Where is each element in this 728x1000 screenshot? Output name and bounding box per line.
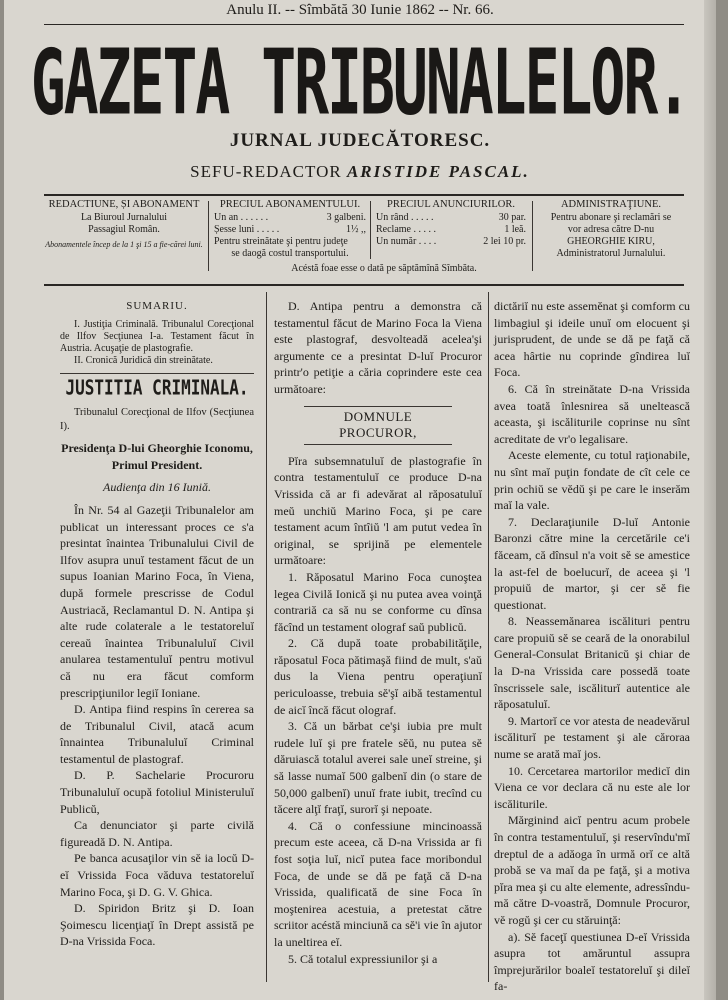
hearing-date: Audienţa din 16 Iuniă.	[103, 480, 211, 495]
ads-row	[376, 212, 526, 224]
court-line: Tribunalul Corecţional de Ilfov (Secţiunea I).	[60, 407, 254, 433]
redaction-line2: Passagiul Român.	[88, 224, 160, 235]
subscription-row	[214, 224, 366, 236]
petition-paragraph: dictăriĭ nu este assemĕnat şi comform cu limbagiul şi ideile unuĭ om elocuent şi jurisprudent, de unde se dă pe faţă că acea hârtie nu coprinde gîndirea luĭ Foca.	[494, 299, 690, 380]
subscription-row	[214, 212, 366, 224]
column-separator-2	[488, 292, 489, 982]
top-rule	[44, 24, 684, 25]
petition-paragraph: 3. Că un bărbat ce'şi iubia pre mult rudele luĭ şi pre fratele sĕŭ, nu putea sĕ dăruiască totalul averei sale uneĭ streine, şi să lasse numaĭ 500 galbenĭ din (o stare de 50,000 galbenĭ) unuĭ frate iubit, trecînd cu tăcere alţĭ fraţĭ, surorĭ şi nepoate.	[274, 719, 482, 817]
petition-heading: DOMNULE PROCUROR,	[304, 406, 452, 445]
article-paragraph: D. Antipa fiind respins în cererea sa de Tribunalul Civil, atacă acum înnaintea Tribunaluluĭ Criminal testamentul de plastograf.	[60, 702, 254, 766]
petition-paragraph: 5. Că totalul expressiunilor şi a	[288, 951, 438, 966]
admin-name: GHEORGHIE KIRU,	[567, 236, 655, 247]
ads-block	[376, 199, 526, 248]
info-separator-1	[208, 201, 209, 271]
subscription-line4: se daogă costul transportului.	[231, 248, 349, 259]
redaction-line1: La Biuroul Jurnalului	[80, 212, 168, 223]
weekly-note: Acéstă foae esse o dată pe săptămînă Sîmbăta.	[291, 263, 477, 274]
subscription-title: PRECIUL ABONAMENTULUI.	[219, 199, 361, 210]
subscription-row-label: Șesse luni . . . . .	[214, 224, 280, 235]
summary-title: SUMARIU.	[126, 300, 188, 312]
masthead-title: GAZETA TRIBUNALELOR.	[30, 30, 690, 136]
petition-paragraph: 8. Neassemănarea iscălituri pentru care propuiŭ sĕ se ceară de la onorabilul General-Consulat Britanicŭ şi chiar de la D-na Vrissida care possedă toate înscrissele sale, iscăliturĭ autentice ale răposatuluĭ.	[494, 614, 690, 712]
column-1	[60, 298, 254, 950]
ads-row	[376, 236, 526, 248]
ads-title: PRECIUL ANUNCIURILOR.	[387, 199, 515, 210]
petition-paragraph: 4. Că o confessiune mincinoassă precum este aceea, că D-na Vrissida ar fi fost soţia luĭ, nicĭ putea face moribondul Foca, de unde se dă pe faţă că D-na Vrissida, qualificată de sine Foca în moştenirea acestuia, a pretestat către scriitor acéstă minciună ca sĕ'i vie în ajutor la uneltirea eĭ.	[274, 818, 482, 949]
subscription-block	[214, 199, 366, 260]
petition-paragraph: 10. Cercetarea martorilor medicĭ din Viena ce vor declara că nu este ale lor iscăliturile.	[494, 763, 690, 811]
intro-paragraph: D. Antipa pentru a demonstra că testamentul făcut de Marino Foca la Viena este plastograf, desvolteadă acelea'şi argumente ce a presintat D-luĭ Procuror printr'o petiţie a căria coprindere este cea următoare:	[274, 299, 482, 396]
admin-title: ADMINISTRAŢIUNE.	[560, 199, 662, 210]
dateline: Anulu II. -- Sîmbătă 30 Iunie 1862 -- Nr. 66.	[226, 2, 494, 18]
subscription-line3: Pentru streinătate şi pentru judeţe	[214, 236, 348, 247]
redaction-title: REDACTIUNE, ȘI ABONAMENT	[48, 199, 200, 210]
admin-line1: Pentru abonare şi reclamări se	[550, 212, 672, 223]
admin-role: Administratorul Jurnalului.	[556, 248, 666, 259]
article-paragraph: D. Spiridon Britz şi D. Ioan Şoimescu licenţiaţĭ în Drept assistă pe D-na Vrissida Foca.	[60, 901, 254, 949]
newspaper-page	[4, 0, 716, 1000]
subscription-row-value: 3 galbeni.	[326, 212, 366, 223]
info-separator-2	[370, 201, 371, 259]
editor-name: ARISTIDE PASCAL.	[346, 162, 530, 181]
subscription-row-value: 1½ ,,	[346, 224, 366, 235]
summary-rule	[60, 373, 254, 374]
article-paragraph: Ca denunciator şi parte civilă figureadă D. N. Antipa.	[60, 818, 254, 849]
editor-label: SEFU-REDACTOR	[190, 162, 342, 181]
ads-row-label: Reclame . . . . .	[376, 224, 436, 235]
article-paragraph: Pe banca acusaţilor vin sĕ ia locŭ D-eĭ Vrissida Foca văduva testatoreluĭ Marino Foca, şi D. G. V. Ghica.	[60, 851, 254, 899]
redaction-block	[44, 199, 204, 249]
petition-paragraph: 9. Martorĭ ce vor atesta de neadevărul iscăliturĭ pe testament şi ale căroraa nume se arată maĭ jos.	[494, 713, 690, 762]
ads-row-value: 30 par.	[498, 212, 526, 223]
petition-paragraph: 6. Că în streinătate D-na Vrissida avea toată înlesnirea să uneltească aceasta, şi iscăliturile coprinse nu sînt acreditate de vr'o legalisare.	[494, 381, 690, 446]
summary-item: I. Justiţia Criminală. Tribunalul Corecţional de Ilfov Secţiunea I-a. Testament făcut în Austria. Acuşaţie de plastografie.	[60, 318, 254, 354]
subtitle: JURNAL JUDECĂTORESC.	[229, 130, 491, 151]
admin-line2: vor adresa către D-nu	[567, 224, 655, 235]
ads-row-value: 1 leă.	[504, 224, 526, 235]
info-box	[44, 197, 684, 277]
petition-paragraph: a). Sĕ faceţĭ questiunea D-eĭ Vrissida asupra tot amăruntul assupra împrejurărilor boaleĭ testatoreluĭ şi dileĭ fa-	[494, 929, 690, 994]
column-separator-1	[266, 292, 267, 982]
summary-item: II. Cronică Juridică din streinătate.	[74, 354, 213, 366]
petition-paragraph: Mărginind aicĭ pentru acum probele în contra testamentuluĭ, şi reservîndu'mĭ dreptul de a adăoga în urmă orĭ ce altă probă se va maĭ da pe faţă, şi a motiva pĭra mea şi cu alte elemente, adressîndu-mă către D-voastră, Domnule Procuror, vĕ rogŭ şi cer cu stăruinţă:	[494, 813, 690, 927]
ads-row-value: 2 lei 10 pr.	[483, 236, 526, 247]
petition-paragraph: 2. Că după toate probabilităţile, răposatul Foca pătimaşă fiind de mult, s'aŭ dus la Viena pentru operaţiunĭ periculoasse, trebuia sĕ'şĭ aibă testamentul de aicĭ încă făcut olograf.	[274, 636, 482, 717]
editor-line	[4, 162, 716, 182]
ads-row-label: Un număr . . . .	[376, 236, 437, 247]
ads-row-label: Un rând . . . . .	[376, 212, 434, 223]
column-2	[274, 298, 482, 967]
petition-paragraph: Pĭra subsemnatuluĭ de plastografie în contra testamentuluĭ ce produce D-na Vrissida că ar fi adevărat al răposatuluĭ meŭ unchiŭ Marino Foca, şi pe care testament acum întîiŭ 'l am putut vedea în original, se sprijină pe elementele următoare:	[274, 453, 482, 568]
petition-paragraph: 1. Răposatul Marino Foca cunoştea legea Civilă Ionică şi nu putea avea voinţă contrariă ca să nu se conforme cu dînsa făcînd un testament olograf saŭ publicŭ.	[274, 569, 482, 634]
article-paragraph: În Nr. 54 al Gazeţii Tribunalelor am publicat un interessant proces ce s'a presintat înaintea Tribunalului Civil de Ilfov asupra unuĭ testament făcut de un supus Ioanian Marino Foca, în Viena, după formele prescrisse de Codul Austriacă, Reclamantul D. N. Antipa şi alte rude colaterale a le testatoreluĭ cereaŭ înaintea Tribunaluluĭ Civil anularea testamentuluĭ pentru motivul că nu era făcut comform prescripţiunilor legiĭ Ioniane.	[60, 502, 254, 700]
info-bottom-rule	[44, 284, 684, 286]
subscription-row-label: Un an . . . . . .	[214, 212, 269, 223]
ads-row	[376, 224, 526, 236]
article-paragraph: D. P. Sachelarie Procuroru Tribunaluluĭ ocupă fotoliul Ministeruluĭ Publicŭ,	[60, 768, 254, 816]
redaction-note: Abonamentele încep de la 1 şi 15 a fie-cărei luni.	[45, 240, 203, 249]
petition-paragraph: 7. Declaraţiunile D-luĭ Antonie Baronzi către mine la cercetările ce'i făceam, că dînsul n'a voit sĕ se amestice la ast-fel de boelucurĭ, de aceea şi 'l propuiŭ de martor, şi cer sĕ fie questionat.	[494, 514, 690, 612]
petition-paragraph: Aceste elemente, cu totul raţionabile, nu sînt maĭ puţin fondate de cît cele ce prin ochiŭ se vĕdŭ şi pe care le inserăm maĭ la vale.	[494, 448, 690, 513]
info-separator-3	[532, 201, 533, 271]
column-3	[494, 298, 690, 995]
presidency-line: Presidenţa D-lui Gheorghie Iconomu, Primul President.	[61, 441, 253, 472]
admin-block	[538, 199, 684, 260]
info-top-rule	[44, 194, 684, 196]
section-title: JUSTITIA CRIMINALA.	[65, 374, 249, 400]
